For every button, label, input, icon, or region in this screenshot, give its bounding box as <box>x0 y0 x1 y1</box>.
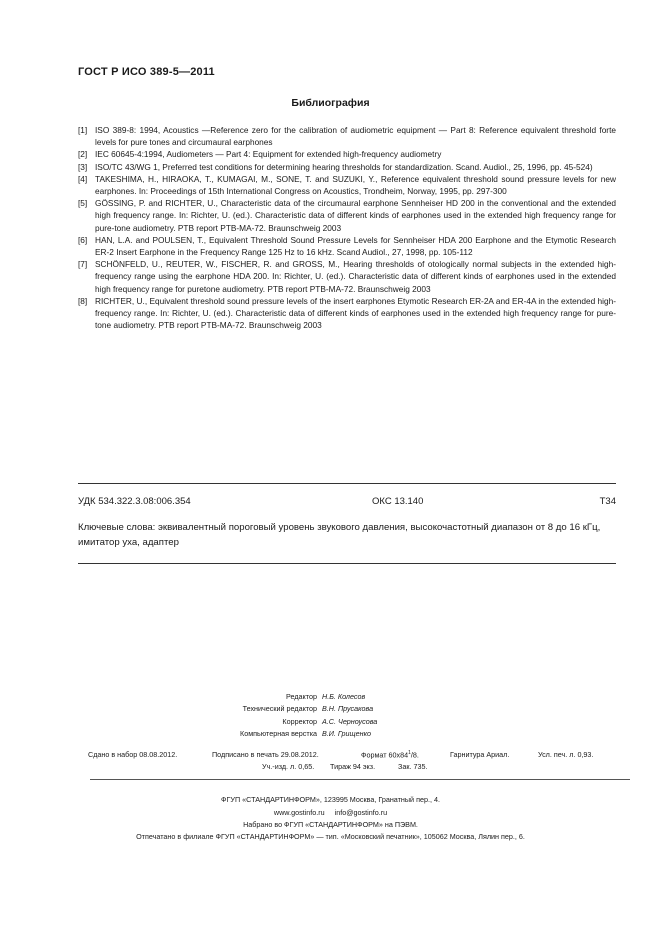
bibliography-item-number: [2] <box>78 149 88 160</box>
bibliography-item-text: TAKESHIMA, H., HIRAOKA, T., KUMAGAI, M., SONE, T. and SUZUKI, Y., Reference equivalent threshold sound pressure levels for new earphones. In: Proceedings of 15th International Congress on Acoustics, Trondheim, Norway, 1995, pp. 297-300 <box>95 173 616 197</box>
publisher-email[interactable]: info@gostinfo.ru <box>334 808 388 817</box>
credits-block <box>0 691 661 741</box>
credit-line <box>0 728 661 740</box>
print-format-prefix: Формат 60х84 <box>361 750 409 760</box>
keywords: Ключевые слова: эквивалентный пороговый уровень звукового давления, высокочастотный диапазон от 8 до 16 кГц, имитатор уха, адаптер <box>78 522 601 548</box>
bibliography-item-text: ISO/TC 43/WG 1, Preferred test conditions for determining hearing thresholds for standardization. Scand. Audiol., 25, 1996, pp. 45-524) <box>95 161 593 172</box>
bibliography-item <box>78 197 616 234</box>
udk-code: УДК 534.322.3.08:006.354 <box>78 496 191 507</box>
bibliography-item-number: [5] <box>78 198 88 209</box>
bibliography-item-text: GÖSSING, P. and RICHTER, U., Characteristic data of the circumaural earphone Sennheiser HD 200 in the conventional and the extended high frequency range. In: Richter, U. (ed.). Characteristic data of different kinds of earphones used in the extended high frequency range for pure-tone audiometry. PTB report PTB-MA-72. Braunschweig 2003 <box>95 198 616 233</box>
bibliography-item-number: [3] <box>78 161 88 172</box>
bibliography-item-text: HAN, L.A. and POULSEN, T., Equivalent Threshold Sound Pressure Levels for Sennheiser HDA 200 Earphone and the Etymotic Research ER-2 Insert Earphone in the Frequency Range 125 Hz to 16 kHz. Scand Audiol., 27, 1998, pp. 105-112 <box>95 234 616 258</box>
credit-role: Редактор <box>286 692 317 701</box>
bibliography-item-number: [1] <box>78 125 88 135</box>
print-format-sub: /8. <box>410 750 419 760</box>
print-signed-date: Подписано в печать 29.08.2012. <box>212 750 319 759</box>
credit-role: Технический редактор <box>242 704 317 714</box>
bibliography-item-text: IEC 60645-4:1994, Audiometers — Part 4: Equipment for extended high-frequency audiometry <box>95 149 442 160</box>
print-run: Тираж 94 экз. <box>330 762 376 771</box>
bibliography-item <box>78 173 616 197</box>
credit-role: Компьютерная верстка <box>240 729 317 739</box>
print-format-sup: 1 <box>408 750 411 756</box>
print-font: Гарнитура Ариал. <box>450 750 510 759</box>
credit-line <box>0 703 661 715</box>
publisher-website[interactable]: www.gostinfo.ru <box>273 808 325 817</box>
credit-line <box>0 691 661 703</box>
bibliography-item-text: ISO 389-8: 1994, Acoustics —Reference zero for the calibration of audiometric equipment — Part 8: Reference equivalent threshold forte levels for pure tones and circumaural earphones <box>95 125 616 148</box>
bibliography-item <box>78 295 616 332</box>
bibliography-title: Библиография <box>291 97 370 109</box>
bibliography-item-text: SCHÖNFELD, U., REUTER, W., FISCHER, R. and GROSS, M., Hearing thresholds of otologically normal subjects in the extended high-frequency range using the earphone HDA 200. In: Richter, U. (ed.). Characteristic data of different kinds of earphones used in the extended high frequency range for puretone audiometry. PTB report PTB-MA-72. Braunschweig 2003 <box>95 259 616 294</box>
separator-rule <box>78 563 616 564</box>
bibliography-item-text: RICHTER, U., Equivalent threshold sound pressure levels of the insert earphones Etymotic Research ER-2A and ER-4A in the extended high-frequency range. In: Richter, U. (ed.). Characteristic data of different kinds of earphones used in the extended high frequency range for pure-tone audiometry. PTB report PTB-MA-72. Braunschweig 2003 <box>95 295 616 331</box>
print-sent-date: Сдано в набор 08.08.2012. <box>88 750 178 759</box>
bibliography-item-number: [8] <box>78 295 88 306</box>
bibliography-item <box>78 234 616 258</box>
bibliography-item <box>78 124 616 148</box>
print-format <box>361 750 419 759</box>
credit-name: В.И. Грищенко <box>322 729 371 739</box>
publisher-address: ФГУП «СТАНДАРТИНФОРМ», 123995 Москва, Гранатный пер., 4. <box>221 795 440 804</box>
credit-name: В.Н. Прусакова <box>322 704 374 714</box>
separator-rule <box>90 779 630 780</box>
typeset-note: Набрано во ФГУП «СТАНДАРТИНФОРМ» на ПЭВМ. <box>243 820 418 829</box>
document-code: ГОСТ Р ИСО 389-5—2011 <box>78 66 215 78</box>
bibliography-item-number: [7] <box>78 259 88 270</box>
credit-role: Корректор <box>282 716 317 726</box>
order-number: Зак. 735. <box>398 762 428 771</box>
credit-name: Н.Б. Колесов <box>322 692 366 701</box>
separator-rule <box>78 483 616 484</box>
credit-line <box>0 716 661 728</box>
bibliography-list <box>78 124 616 331</box>
bibliography-item <box>78 161 616 173</box>
edit-sheets: Уч.-изд. л. 0,65. <box>262 762 315 771</box>
oks-code: ОКС 13.140 <box>372 496 424 507</box>
print-sheets: Усл. печ. л. 0,93. <box>538 750 594 759</box>
printed-note: Отпечатано в филиале ФГУП «СТАНДАРТИНФОРМ» — тип. «Московский печатник», 105062 Москва, Лялин пер., 6. <box>136 832 525 841</box>
bibliography-item <box>78 148 616 160</box>
bibliography-item-number: [6] <box>78 234 88 245</box>
bibliography-item <box>78 258 616 295</box>
credit-name: А.С. Черноусова <box>322 716 378 726</box>
bibliography-item-number: [4] <box>78 173 88 184</box>
publisher-contacts <box>0 808 661 817</box>
category-code: Т34 <box>599 496 616 507</box>
